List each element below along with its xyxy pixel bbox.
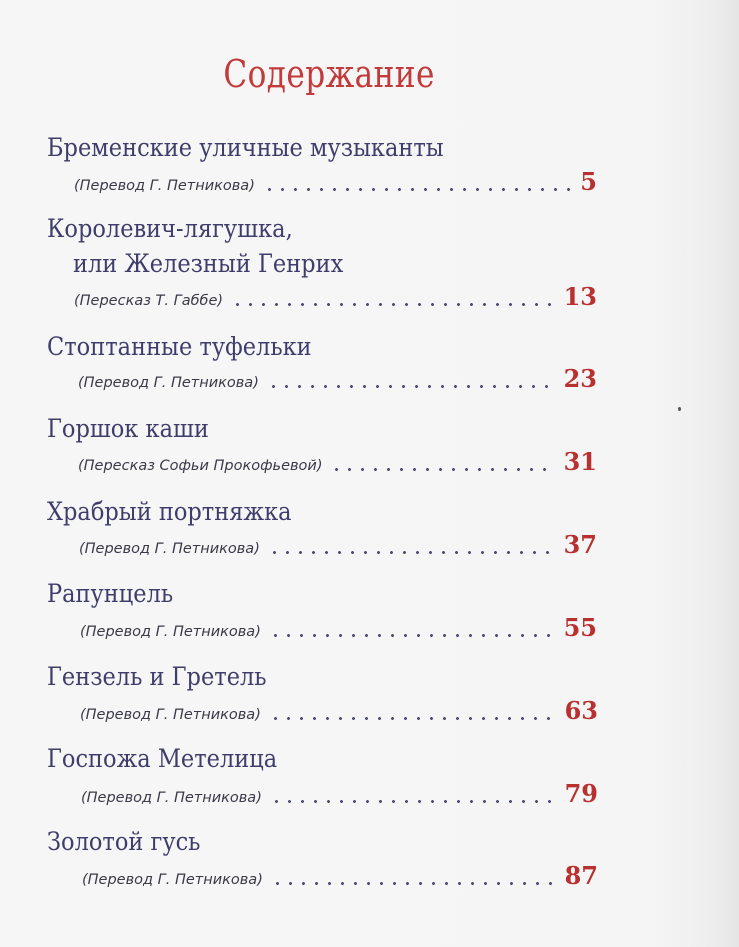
entry-credit-row	[78, 364, 597, 393]
entry-credit-row	[81, 779, 598, 808]
entry-credit: (Перевод Г. Петникова)	[82, 872, 263, 888]
entry-title: Горшок каши	[47, 414, 209, 443]
entry-title: Госпожа Метелица	[47, 744, 278, 773]
entry-page-number: 55	[563, 613, 597, 642]
page-title: Содержание	[223, 52, 435, 96]
entry-credit: (Перевод Г. Петникова)	[81, 790, 262, 806]
entry-credit-row	[82, 861, 598, 890]
entry-credit: (Перевод Г. Петникова)	[78, 375, 259, 391]
entry-title: Гензель и Гретель	[47, 662, 267, 691]
entry-title: Храбрый портняжка	[47, 497, 292, 526]
entry-credit: (Перевод Г. Петникова)	[80, 624, 261, 640]
entry-credit-row	[80, 613, 597, 642]
entry-credit: (Перевод Г. Петникова)	[80, 707, 261, 723]
entry-credit: (Пересказ Софьи Прокофьевой)	[78, 458, 323, 474]
entry-title: Бременские уличные музыканты	[47, 133, 444, 162]
entry-page-number: 5	[580, 167, 597, 196]
entry-title: Золотой гусь	[47, 827, 201, 856]
entry-title: Стоптанные туфельки	[47, 332, 312, 361]
dot-leader	[231, 303, 554, 306]
paper-speck	[678, 407, 681, 411]
entry-credit: (Перевод Г. Петникова)	[74, 178, 255, 194]
entry-page-number: 31	[563, 447, 597, 476]
entry-page-number: 13	[563, 282, 597, 311]
entry-title-line-2: или Железный Генрих	[73, 249, 344, 278]
dot-leader	[270, 800, 555, 803]
dot-leader	[330, 468, 553, 471]
dot-leader	[268, 551, 554, 554]
entry-page-number: 79	[564, 779, 598, 808]
entry-credit-row	[74, 282, 597, 311]
dot-leader	[269, 717, 555, 720]
entry-credit-row	[74, 167, 597, 196]
entry-title: Рапунцель	[47, 579, 174, 608]
dot-leader	[271, 882, 555, 885]
entry-page-number: 87	[564, 861, 598, 890]
entry-credit: (Пересказ Т. Габбе)	[74, 293, 224, 309]
entry-credit-row	[78, 447, 597, 476]
dot-leader	[267, 385, 554, 388]
entry-page-number: 63	[564, 696, 598, 725]
entry-credit-row	[80, 696, 598, 725]
dot-leader	[263, 188, 570, 191]
entry-page-number: 37	[563, 530, 597, 559]
entry-credit: (Перевод Г. Петникова)	[79, 541, 260, 557]
entry-page-number: 23	[563, 364, 597, 393]
dot-leader	[269, 634, 554, 637]
entry-credit-row	[79, 530, 597, 559]
entry-title: Королевич-лягушка,	[47, 214, 293, 243]
